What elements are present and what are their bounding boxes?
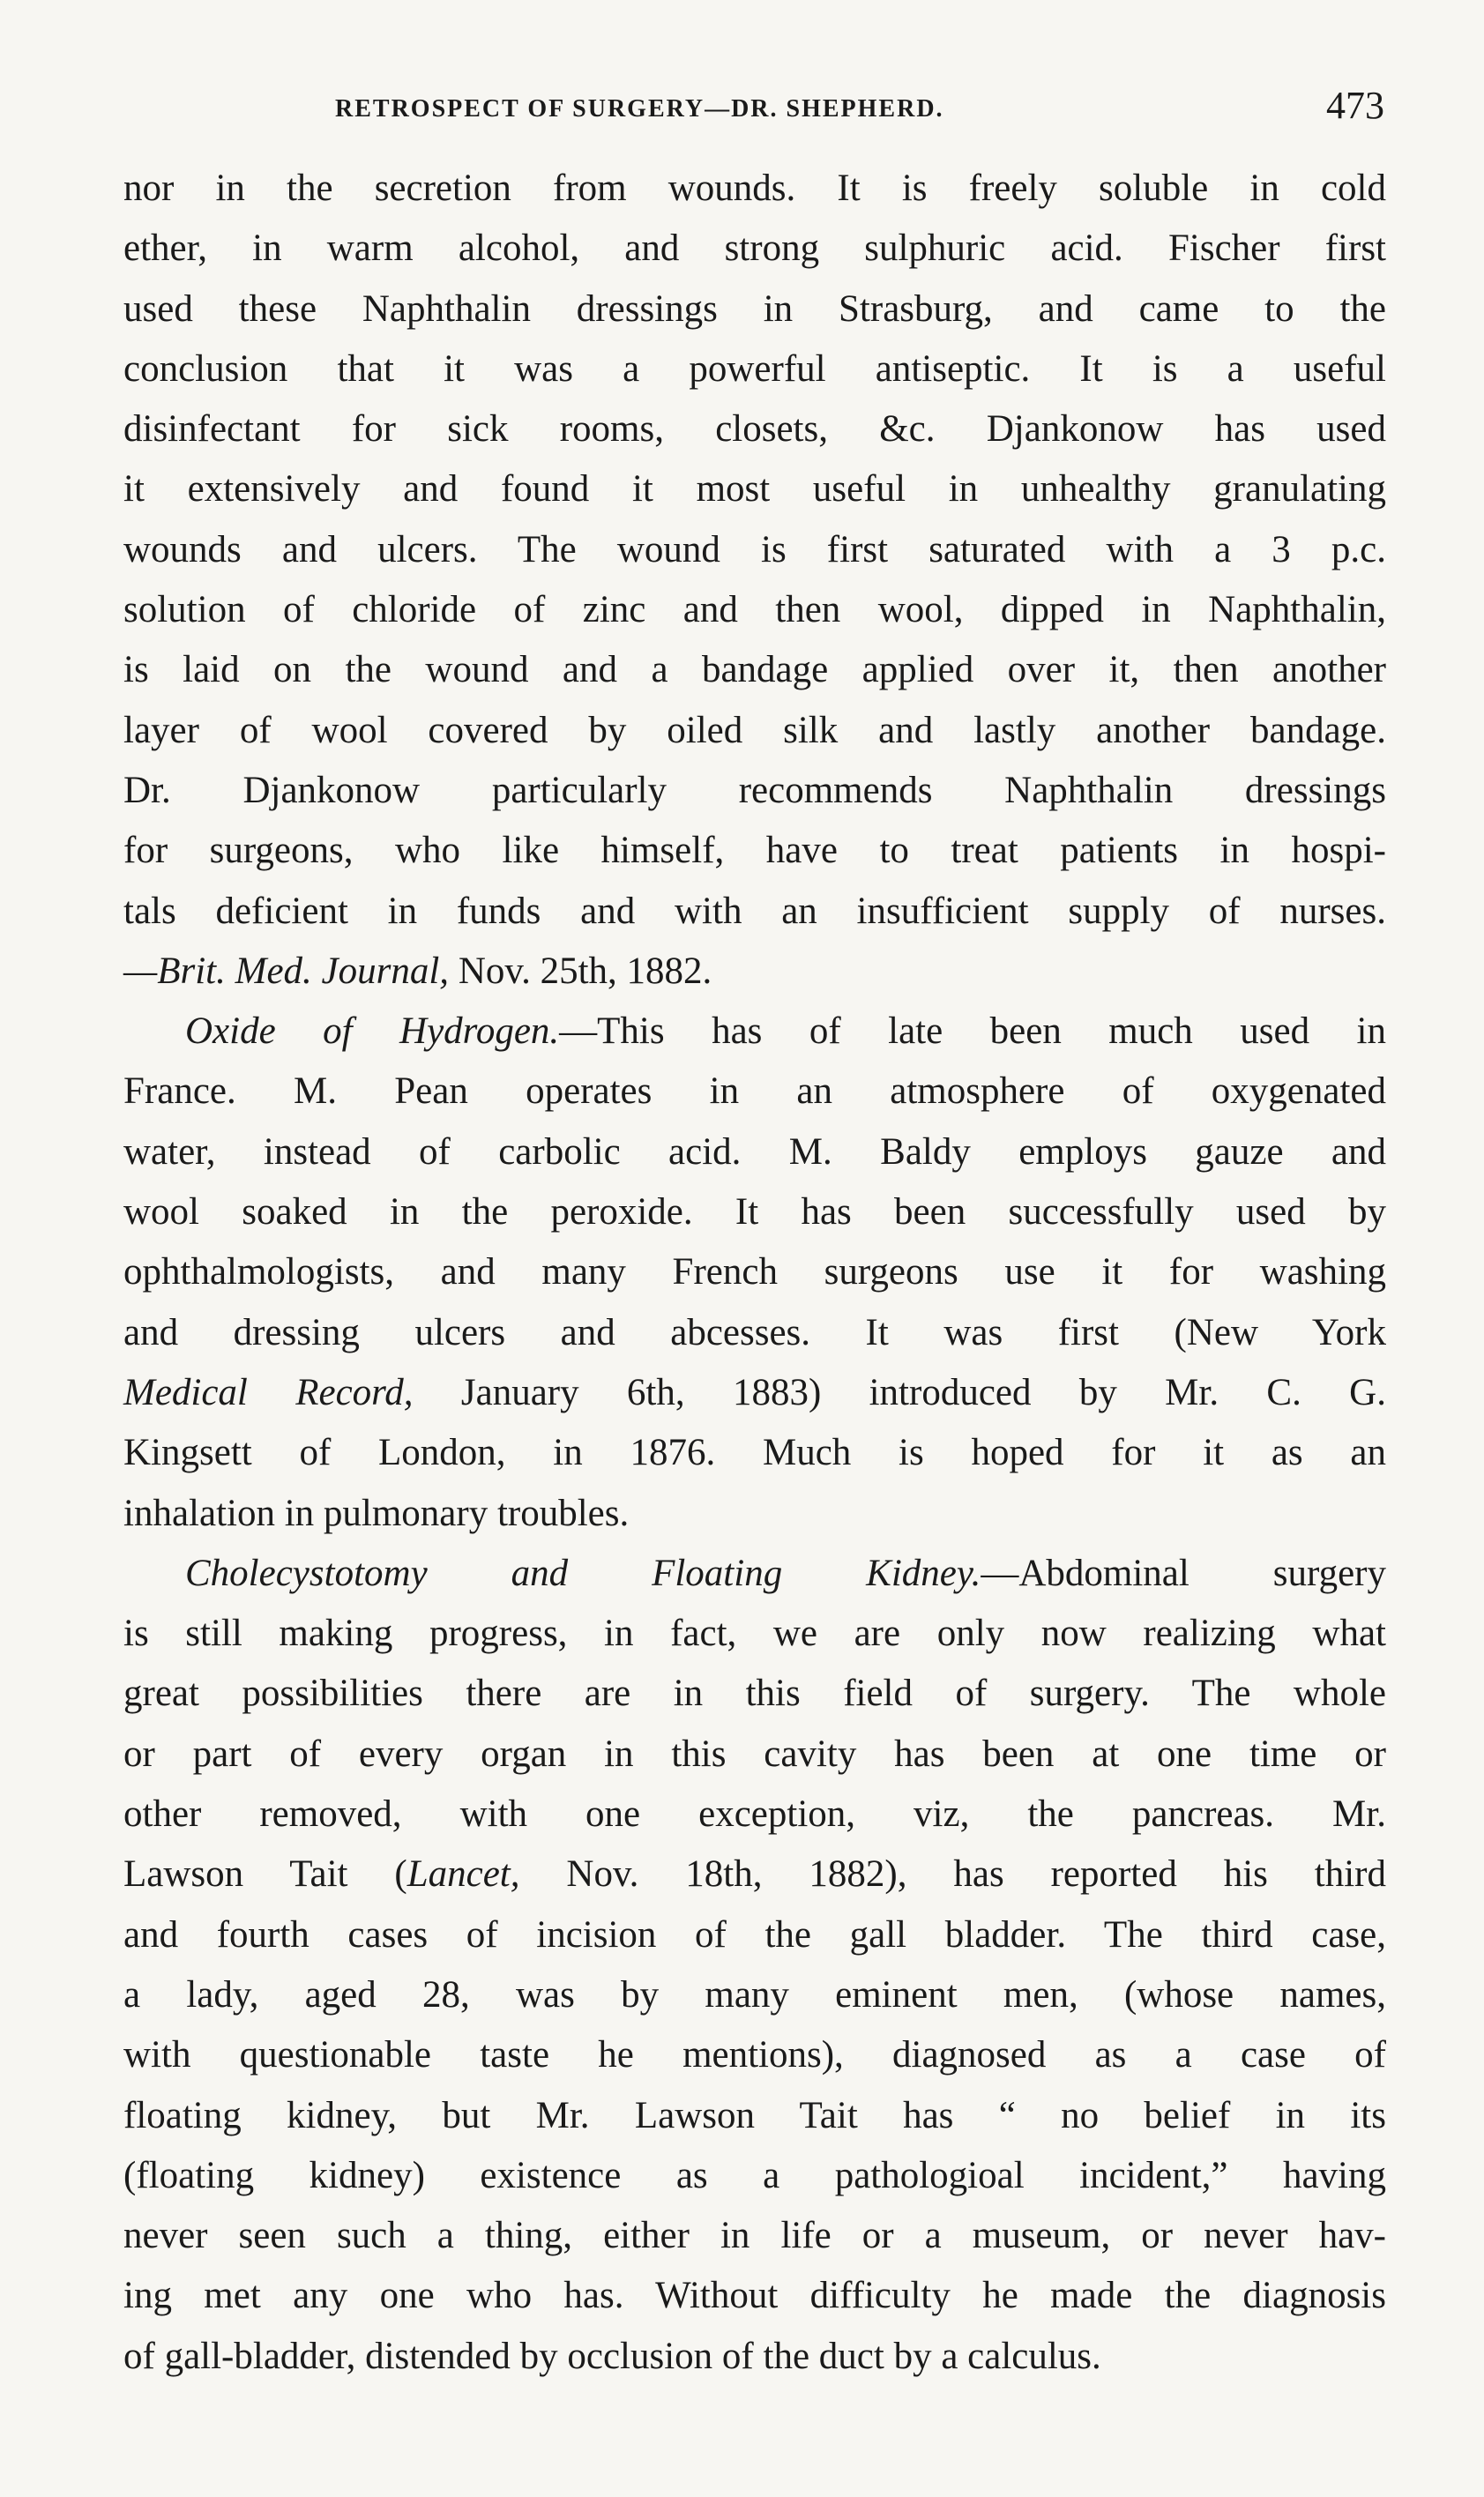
text-line: conclusion that it was a powerful antiseptic. It is a useful bbox=[123, 347, 1386, 390]
citation-date: Nov. 25th, 1882. bbox=[449, 950, 712, 992]
text-line: water, instead of carbolic acid. M. Baldy employs gauze and bbox=[123, 1130, 1386, 1173]
text-line: ing met any one who has. Without difficulty he made the diagnosis bbox=[123, 2275, 1386, 2317]
journal-name: Medical Record, bbox=[123, 1371, 414, 1413]
text-line: Dr. Djankonow particularly recommends Naphthalin dressings bbox=[123, 769, 1386, 811]
text-line: of gall-bladder, distended by occlusion of the duct by a calculus. bbox=[123, 2335, 1101, 2377]
text-line: nor in the secretion from wounds. It is freely soluble in cold bbox=[123, 168, 1386, 209]
text-line: floating kidney, but Mr. Lawson Tait has “ no belief in its bbox=[123, 2094, 1386, 2136]
text-line: other removed, with one exception, viz, the pancreas. Mr. bbox=[123, 1793, 1386, 1836]
section-heading-line bbox=[123, 1002, 1386, 1062]
line-rest: Nov. 18th, 1882), has reported his third bbox=[519, 1853, 1386, 1896]
text-line: tals deficient in funds and with an insufficient supply of nurses. bbox=[123, 890, 1386, 932]
text-line: inhalation in pulmonary troubles. bbox=[123, 1492, 630, 1534]
running-head-title: RETROSPECT OF SURGERY—DR. SHEPHERD. bbox=[335, 95, 944, 123]
text-line: great possibilities there are in this field of surgery. The whole bbox=[123, 1673, 1386, 1715]
text-line: Kingsett of London, in 1876. Much is hoped for it as an bbox=[123, 1432, 1386, 1474]
text-line: or part of every organ in this cavity has been at one time or bbox=[123, 1733, 1386, 1775]
text-line: used these Naphthalin dressings in Strasburg, and came to the bbox=[123, 287, 1386, 330]
line-rest: January 6th, 1883) introduced by Mr. C. G. bbox=[413, 1371, 1386, 1413]
text-line: for surgeons, who like himself, have to treat patients in hospi- bbox=[123, 830, 1386, 872]
section-heading-rest: —This has of late been much used in bbox=[559, 1010, 1386, 1053]
text-line: layer of wool covered by oiled silk and lastly another bandage. bbox=[123, 709, 1386, 751]
text-line: (floating kidney) existence as a pathologioal incident,” having bbox=[123, 2154, 1386, 2196]
text-line: solution of chloride of zinc and then wool, dipped in Naphthalin, bbox=[123, 589, 1386, 631]
text-line: ophthalmologists, and many French surgeons use it for washing bbox=[123, 1251, 1386, 1293]
line-pre: Lawson Tait ( bbox=[123, 1853, 407, 1896]
text-line: ether, in warm alcohol, and strong sulphuric acid. Fischer first bbox=[123, 227, 1386, 270]
citation-source: —Brit. Med. Journal, bbox=[123, 950, 450, 992]
journal-name: Lancet, bbox=[406, 1853, 520, 1896]
text-line: a lady, aged 28, was by many eminent men, (whose names, bbox=[123, 1973, 1386, 2016]
body-text bbox=[123, 159, 1386, 2387]
text-line bbox=[123, 1845, 1386, 1904]
text-line bbox=[123, 1363, 1386, 1423]
text-line: wool soaked in the peroxide. It has been successfully used by bbox=[123, 1191, 1386, 1234]
text-line: France. M. Pean operates in an atmosphere of oxygenated bbox=[123, 1070, 1386, 1113]
section-heading-line bbox=[123, 1544, 1386, 1604]
text-line: it extensively and found it most useful in unhealthy granulating bbox=[123, 468, 1386, 511]
section-heading-oxide-of-hydrogen: Oxide of Hydrogen. bbox=[185, 1010, 560, 1053]
text-line: disinfectant for sick rooms, closets, &c. Djankonow has used bbox=[123, 408, 1386, 451]
text-line: never seen such a thing, either in life or a museum, or never hav- bbox=[123, 2215, 1386, 2257]
text-line: with questionable taste he mentions), diagnosed as a case of bbox=[123, 2034, 1386, 2076]
text-line: and fourth cases of incision of the gall bladder. The third case, bbox=[123, 1913, 1386, 1956]
section-heading-rest: —Abdominal surgery bbox=[981, 1552, 1386, 1594]
text-line: is still making progress, in fact, we are only now realizing what bbox=[123, 1613, 1386, 1655]
section-heading-cholecystotomy: Cholecystotomy and Floating Kidney. bbox=[185, 1552, 981, 1594]
text-line: wounds and ulcers. The wound is first saturated with a 3 p.c. bbox=[123, 528, 1386, 570]
text-line: is laid on the wound and a bandage applied over it, then another bbox=[123, 649, 1386, 691]
text-line: and dressing ulcers and abcesses. It was first (New York bbox=[123, 1311, 1386, 1353]
running-head bbox=[123, 81, 1384, 134]
page-number: 473 bbox=[1326, 84, 1384, 127]
citation-line bbox=[123, 942, 1386, 1002]
